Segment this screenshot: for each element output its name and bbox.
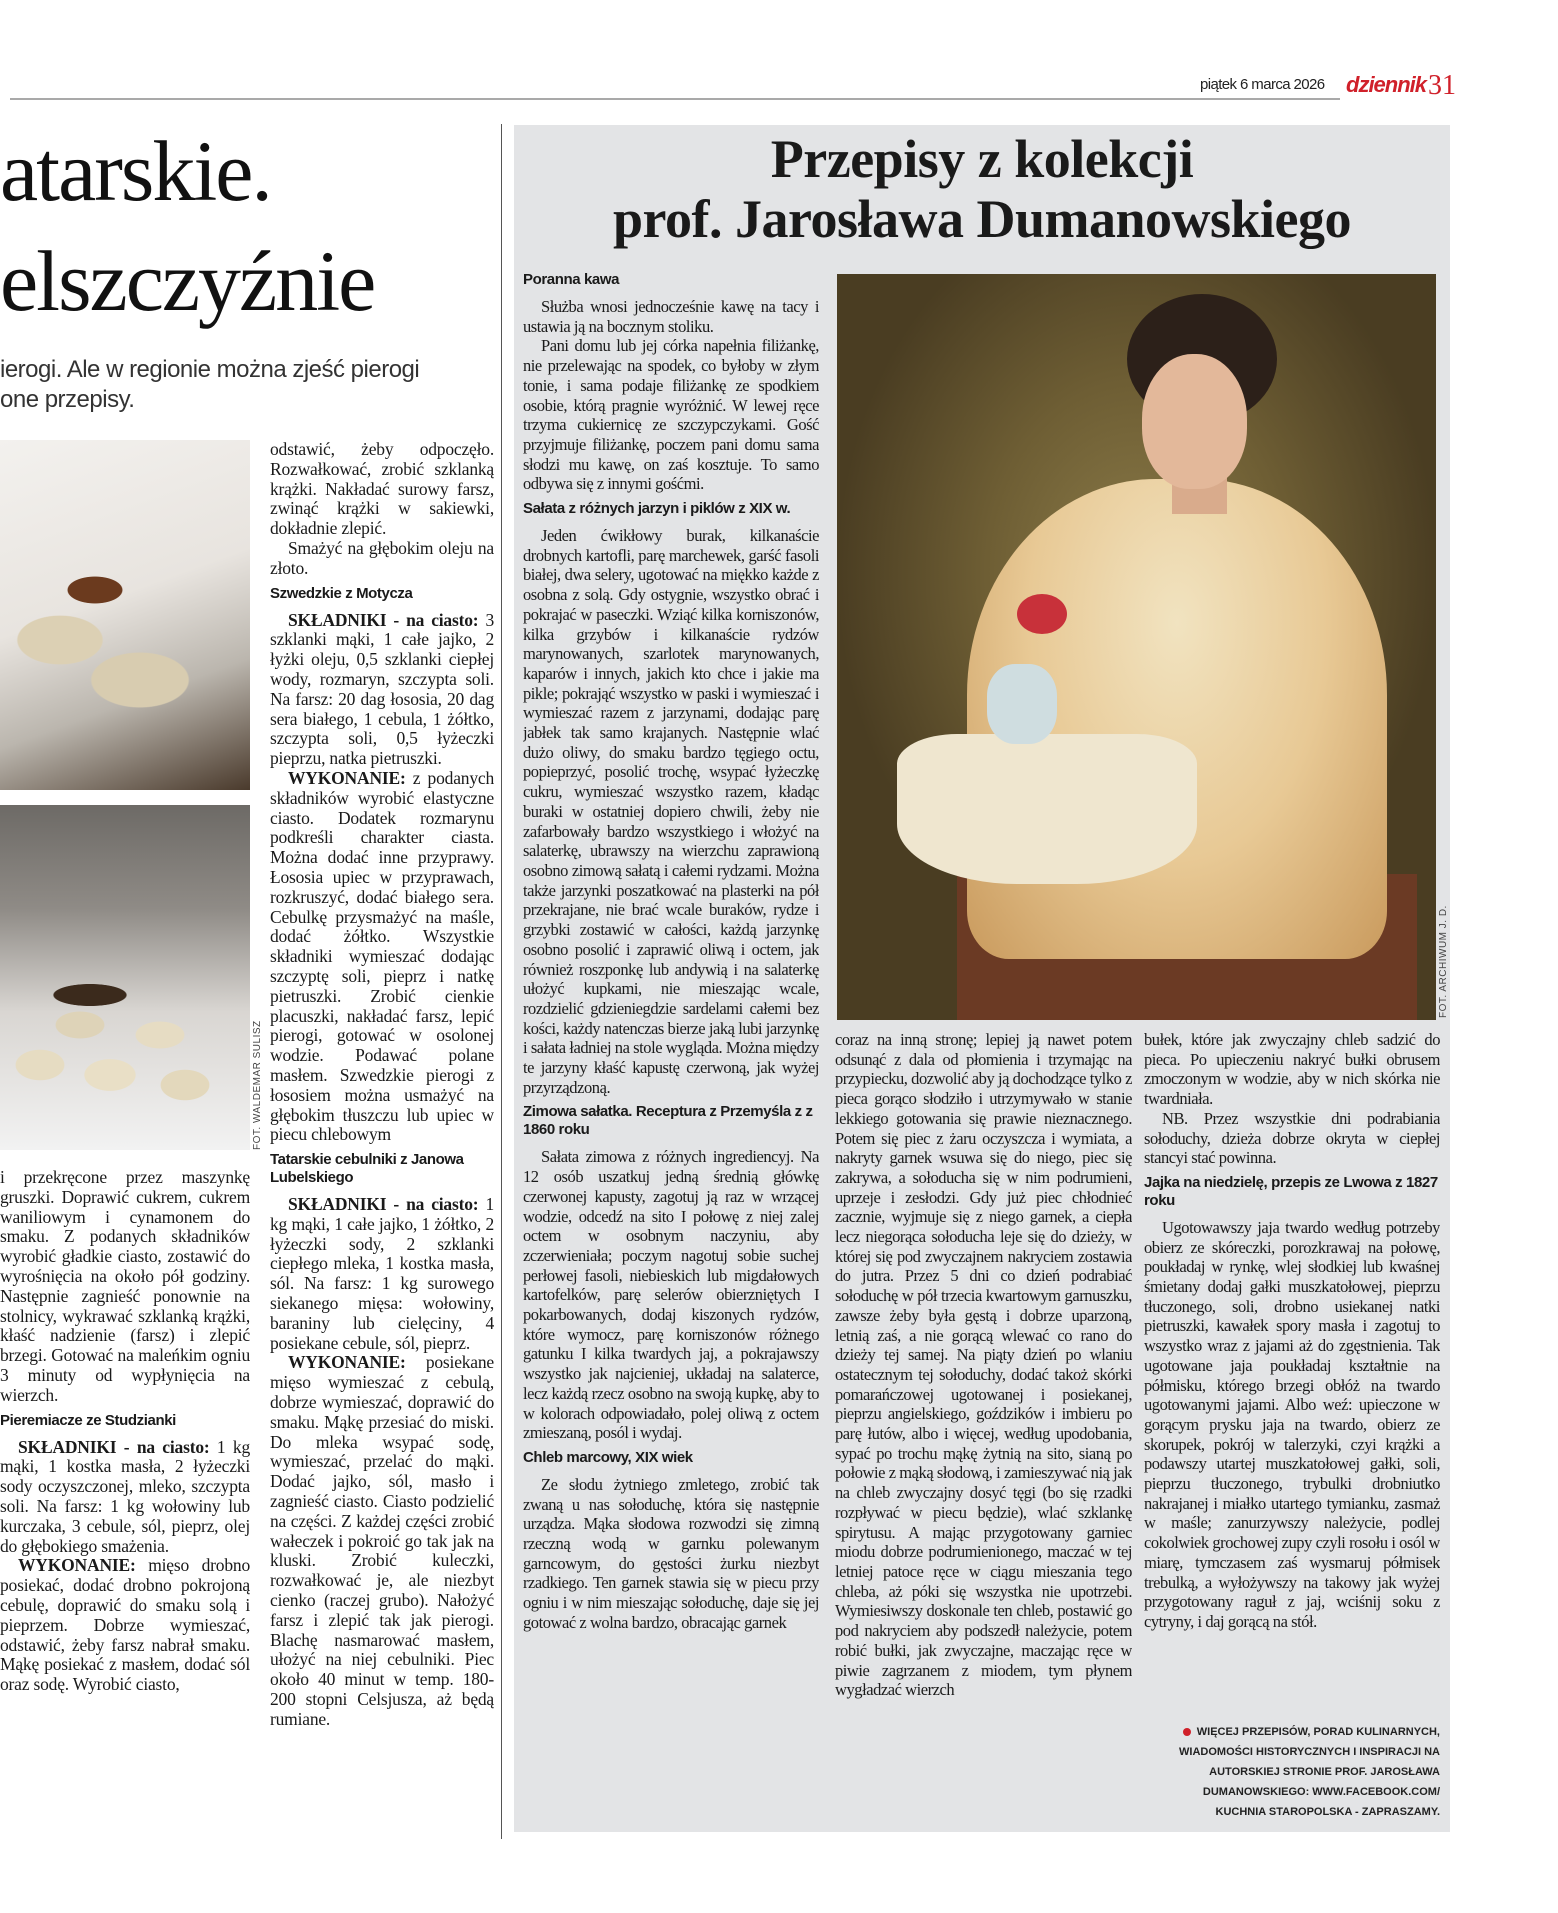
- paragraph-text: NB. Przez wszystkie dni podrabiania sołoduchy, dzieża dobrze okryta w ciepłej stancyi stać powinna.: [1144, 1108, 1440, 1168]
- paragraph-lead: WYKONANIE:: [288, 767, 406, 788]
- header-rule: [10, 98, 1340, 100]
- recipes-column-2: [835, 1030, 1132, 1820]
- paragraph-lead: WYKONANIE:: [288, 1352, 406, 1373]
- paragraph-text: 1 kg mąki, 1 całe jajko, 1 żółtko, 2 łyżeczki sody, 2 szklanki ciepłego mleka, 1 kostka masła, sól. Na farsz: 1 kg surowego siekanego mięsa: wołowiny, baraniny lub cielęciny, 4 posiekane cebule, sól, pieprz.: [270, 1194, 494, 1353]
- ravioli-photo: [0, 440, 250, 790]
- main-title-line-2: prof. Jarosława Dumanowskiego: [612, 189, 1352, 249]
- paragraph: [270, 769, 494, 1145]
- portrait-painting: [837, 274, 1436, 1020]
- paragraph-text: mięso drobno posiekać, dodać drobno pokrojoną cebulę, doprawić do smaku solą i pieprzem. Dobrze wymieszać, odstawić, żeby farsz nabrał smaku. Mąkę posiekać z masłem, dodać sól oraz sodę. Wyrobić ciasto,: [0, 1555, 250, 1695]
- heading-text: Chleb marcowy, XIX wiek: [523, 1448, 693, 1466]
- paragraph-text: posiekane mięso wymieszać z cebulą, dobrze wymieszać, doprawić do smaku. Mąkę przesiać do miski. Do mleka wsypać sodę, wymieszać, przelać do mąki. Dodać jajko, sól, masło i zagnieść ciasto. Ciasto podzielić na części. Z każdej części zrobić wałeczek i pokroić go tak jak na kluski. Zrobić kuleczki, rozwałkować je, ale niezbyt cienko (raczej grubo). Nałożyć farsz i zlepić tak jak pierogi. Blachę nasmarować masłem, ułożyć na niej cebulniki. Piec około 40 minut w temp. 180-200 stopni Celsjusza, aż będą rumiane.: [270, 1352, 494, 1729]
- recipes-column-3: [1144, 1030, 1440, 1710]
- paragraph: [523, 1475, 819, 1633]
- paragraph-lead: SKŁADNIKI - na ciasto:: [18, 1436, 210, 1457]
- paragraph-text: 3 szklanki mąki, 1 całe jajko, 2 łyżki oleju, 0,5 szklanki ciepłej wody, rozmaryn, szczypta soli. Na farsz: 20 dag łososia, 20 dag sera białego, 1 cebula, 1 żółtko, szczypta soli, 0,5 łyżeczki pieprzu, natka pietruszki.: [270, 609, 494, 769]
- paragraph: [0, 1168, 250, 1406]
- recipe-heading: [270, 1151, 494, 1187]
- left-article-column-1: [0, 1168, 250, 1840]
- photo-credit-painting: FOT. ARCHIWUM J. D.: [1438, 905, 1449, 1018]
- paragraph: [270, 440, 494, 539]
- paragraph-lead: SKŁADNIKI - na ciasto:: [288, 609, 479, 630]
- paragraph: [270, 1353, 494, 1729]
- paragraph: [270, 539, 494, 579]
- recipe-heading: [523, 1449, 819, 1467]
- paragraph: [523, 1147, 819, 1443]
- heading-text: Pieremiacze ze Studzianki: [0, 1411, 176, 1429]
- recipes-column-1: [523, 265, 819, 1825]
- paragraph: [1144, 1109, 1440, 1168]
- painting-roses: [1017, 594, 1067, 634]
- more-recipes-note: [1160, 1722, 1440, 1822]
- heading-text: Jajka na niedzielę, przepis ze Lwowa z 1827 roku: [1144, 1173, 1438, 1209]
- recipe-heading: [1144, 1174, 1440, 1210]
- pierogi-photo: [0, 805, 250, 1150]
- paragraph-text: bułek, które jak zwyczajny chleb sadzić do pieca. Po upieczeniu nakryć bułki obrusem zmoczonym w wodzie, aby w nich skórka nie twardniała.: [1144, 1030, 1440, 1109]
- heading-text: Poranna kawa: [523, 271, 620, 288]
- paragraph-text: coraz na inną stronę; lepiej ją nawet potem odsunąć z dala od płomienia i trzymając na przypiecku, dozwolić aby ją dochodzące tylko z pieca gorąco słodziło i utrzymywało w stanie lekkiego gotowania się prawie nieznacznego. Potem się piec z żaru oczyszcza i wymiata, a nakryty garnek wsuwa się do niego, piec się zakrywa, a sołoducha się w nim podrumieni, uprzeje i zesłodzi. Gdy już piec chłodnieć zacznie, wyjmuje się z niego garnek, a ciepła lecz niegorąca sołoducha leje się do dzieży, w której się pod zwyczajnem nakryciem zostawia do jutra. Przez 5 dni co dzień podrabiać sołoduchę w pół trzecia kwartowym garnuszku, zawsze żeby była gęstą i dobrze uparzoną, letnią zaś, a nie gorącą wlewać co rano do dzieży tej samej. Na piąty dzień po wlaniu ostatecznym tej sołoduchy, dodać takoż skórki pomarańczowej ugotowanej i posiekanej, pieprzu angielskiego, goździków i imbieru po parę łutów, albo i więcej, według upodobania, sypać po trochu mąkę żytnią na sito, sianą po połowie z mąką słodową, i zamieszywać nią jak na chleb zwyczajny dosyć tęgi (bo się rzadki rozpływać w piecu będzie), wlać szklankę spirytusu. A mając przygotowany garniec miodu dobrze podrumienionego, maczać w tej letniej patoce ręce w ciągu mieszania tego chleba, aż póki się wszystka nie upotrzebi. Wymiesiwszy doskonale ten chleb, postawić go pod nakryciem aby podszedł należycie, potem robić bułki, jak zwyczajne, maczając ręce w piwie zagrzanem z miodem, tym płynem wygładzać wierzch: [835, 1030, 1132, 1700]
- heading-text: Sałata z różnych jarzyn i piklów z XIX w.: [523, 500, 791, 518]
- recipe-heading: [523, 1103, 819, 1139]
- paragraph: [1144, 1030, 1440, 1109]
- recipe-heading: [270, 585, 494, 603]
- left-headline-line-2: elszczyźnie: [0, 233, 375, 329]
- paragraph: [270, 611, 494, 769]
- paragraph-text: Jeden ćwikłowy burak, kilkanaście drobnych kartofli, parę marchewek, garść fasoli białej, dwa selery, ugotować na miękko każde z osobna z solą. Gdy ostygnie, wszystko obrać i pokrajać w paseczki. Wziąć kilka korniszonów, kilka grzybów i kilkanaście rydzów marynowanych, szarlotek marynowanych, kaparów i innych, jakich kto chce i jakie ma pikle; pokrająć wszystko w paski i wymieszać i wymieszać razem z jarzynami, dodając parę jabłek tak samo krajanych. Następnie wlać dużo oliwy, do smaku bardzo tęgiego octu, popieprzyć, posolić trochę, wsypać łyżeczkę cukru, wymieszać wszystko razem, kładąc buraki w ostatniej dopiero chwili, żeby nie zafarbowały bardzo wszystkiego i włożyć na salaterkę, ubrawszy na wierzchu zaprawioną osobno zimową sałatą i całemi rydzami. Można także jarzynki poszatkować na plasterki na pół przekrajane, nie brać wcale buraków, rydze i grzybki zostawić w całości, każdą jarzynkę osobno posolić i zaprawić oliwą i octem, jak również roszponkę lub andywią i na salaterkę ułożyć kupkami, nie mieszając wcale, rozdzielić gdzieniegdzie sardelami całemi bez kości, każdy natenczas bierze jaką lubi jarzynkę i sałata ładniej na stole wygląda. Można między te jarzyny kłaść kapustę czerwoną, jak wyżej przyrządzoną.: [523, 526, 819, 1097]
- painting-tray-cloth: [897, 734, 1197, 884]
- paragraph-text: Służba wnosi jednocześnie kawę na tacy i ustawia ją na bocznym stoliku.: [523, 297, 819, 336]
- recipe-heading: [523, 500, 819, 518]
- issue-date: piątek 6 marca 2026: [1200, 76, 1325, 93]
- page-number: 31: [1428, 70, 1456, 101]
- left-subtitle-line-1: ierogi. Ale w regionie można zjeść pierogi: [0, 356, 420, 383]
- paragraph-text: Smażyć na głębokim oleju na złoto.: [270, 537, 494, 578]
- paragraph: [0, 1556, 250, 1695]
- paragraph-text: i przekręcone przez maszynkę gruszki. Doprawić cukrem, cukrem waniliowym i cynamonem do smaku. Z podanych składników wyrobić gładkie ciasto, zostawić do wyrośnięcia na około pół godziny. Następnie zagnieść ponownie na stolnicy, wykrawać szklanką krążki, kłaść nadzienie (farsz) i zlepić brzegi. Gotować na maleńkim ogniu 3 minuty od wypłynięcia na wierzch.: [0, 1168, 250, 1405]
- left-article-column-2: [270, 440, 494, 1840]
- heading-text: Tatarskie cebulniki z Janowa Lubelskiego: [270, 1151, 464, 1187]
- recipe-heading: [523, 271, 819, 289]
- paragraph: [1144, 1218, 1440, 1632]
- paragraph-text: z podanych składników wyrobić elastyczne ciasto. Dodatek rozmarynu podkreśli charakter ciasta. Można dodać inne przyprawy. Łososia upiec w przyprawach, rozkruszyć, dodać białego sera. Cebulkę przysmażyć na maśle, dodać żółtko. Wszystkie składniki wymieszać dodając szczyptę soli, pieprz i natkę pietruszki. Zrobić cienkie placuszki, nakładać farsz, lepić pierogi, gotować w osolonej wodzie. Podawać polane masłem. Szwedzkie pierogi z łososiem można usmażyć na głębokim tłuszczu lub upiec w piecu chlebowym: [270, 767, 494, 1145]
- heading-text: Zimowa sałatka. Receptura z Przemyśla z z 1860 roku: [523, 1103, 813, 1139]
- column-divider: [501, 124, 502, 1839]
- note-text: WIĘCEJ PRZEPISÓW, PORAD KULINARNYCH, WIADOMOŚCI HISTORYCZNYCH I INSPIRACJI NA AUTORSKIEJ STRONIE PROF. JAROSŁAWA DUMANOWSKIEGO: WWW.FACEBOOK.COM/ KUCHNIA STAROPOLSKA - ZAPRASZAMY.: [1179, 1726, 1440, 1818]
- paragraph-text: Ze słodu żytniego zmletego, zrobić tak zwaną u nas sołoduchę, która się następnie urządza. Mąka słodowa rozwodzi się zimną rzeczną wodą w garnku polewanym garncowym, do gęstości żurku niezbyt rzadkiego. Ten garnek stawia się w piecu przy ogniu i w nim mieszając sołoduchę, daje się jej gotować z wolna bardzo, obracając garnek: [523, 1474, 819, 1632]
- paragraph-lead: WYKONANIE:: [18, 1555, 136, 1576]
- paragraph-lead: SKŁADNIKI - na ciasto:: [288, 1194, 479, 1215]
- paragraph: [523, 336, 819, 494]
- heading-text: Szwedzkie z Motycza: [270, 584, 413, 602]
- paragraph: [0, 1438, 250, 1557]
- paragraph-text: odstawić, żeby odpoczęło. Rozwałkować, zrobić szklanką krążki. Nakładać surowy farsz, zwinąć krążki w sakiewki, dokładnie zlepić.: [270, 440, 494, 539]
- left-subtitle-line-2: one przepisy.: [0, 386, 135, 413]
- paragraph-text: Ugotowawszy jaja twardo według potrzeby obierz ze skóreczki, porozkrawaj na połowę, poukładaj w rynkę, wlej słodkiej lub kwaśnej śmietany dodaj gałki muszkatołowej, pieprzu tłuczonego, soli, drobno usiekanej natki pietruszki, kawałek spory masła i zagotuj to wszystko wraz z jajami aż do zgęstnienia. Tak ugotowane jaja poukładaj kształtnie na półmisku, którego brzegi obłóż na twardo ugotowanymi jajami. Albo weź: upieczone w gorącym prysku jaja na twardo, obierz ze skorupek, pokrój w talerzyki, czyi krążki a podawszy utartej muszkatołowej gałki, soli, pieprzu tłuczonego, trybulki drobniutko nakrajanej i miałko utartego tymianku, zasmaż w maśle; zanurzywszy należycie, podlej cokolwiek grochowej zupy czyli rosołu i osól w miarę, tymczasem zaś wysmaruj półmisek trebulką, a wyłożywszy na takowy jak wyżej przygotowany raguł z jaj, wciśnij soku z cytryny, i daj gorącą na stół.: [1144, 1217, 1440, 1631]
- paragraph-text: Pani domu lub jej córka napełnia filiżankę, nie przelewając na spodek, co byłoby w złym tonie, i sama podaje filiżankę ze spodkiem osobie, którą pragnie wyróżnić. W lewej ręce trzyma cukiernicę ze szczypczykami. Gość przyjmuje filiżankę, poczem pani domu sama słodzi mu kawę, on zaś kosztuje. To samo odbywa się z innymi gośćmi.: [523, 336, 819, 494]
- painting-face: [1142, 354, 1247, 489]
- paragraph: [835, 1030, 1132, 1700]
- bullet-icon: [1183, 1728, 1191, 1736]
- paragraph-text: 1 kg mąki, 1 kostka masła, 2 łyżeczki sody oczyszczonej, mleko, szczypta soli. Na farsz: 1 kg wołowiny lub kurczaka, 3 cebule, sól, pieprz, olej do głębokiego smażenia.: [0, 1436, 250, 1556]
- painting-teapot: [987, 664, 1057, 744]
- main-title-line-1: Przepisy z kolekcji: [770, 129, 1194, 189]
- photo-credit-left: FOT. WALDEMAR SULISZ: [252, 1020, 263, 1150]
- paragraph: [270, 1195, 494, 1353]
- paragraph: [523, 526, 819, 1097]
- newspaper-logo: dziennik: [1346, 72, 1427, 97]
- paragraph: [523, 297, 819, 336]
- recipe-heading: [0, 1412, 250, 1430]
- left-headline-line-1: atarskie.: [0, 123, 271, 219]
- paragraph-text: Sałata zimowa z różnych ingrediencyj. Na 12 osób uszatkuj jedną średnią główkę czerwonej kapusty, zagotuj ją raz w wrzącej wodzie, odcedź na sito I połowę z niej zalej octem w osobnym naczyniu, aby zczerwieniała; poczym nagotuj sobie suchej perłowej fasoli, niebieskich lub migdałowych kartofelków, parę selerów obierzniętych I pokarbowanych, dodaj kiszonych rydzów, które wymocz, parę korniszonów różnego gatunku I kilka twardych jaj, a pokrajawszy wszystko jak najcieniej, układaj na salaterce, lecz każdą rzecz osobno na swoją kupkę, aby to w kolorach odpowiadało, polej oliwą z octem zmieszaną, posól i wydaj.: [523, 1147, 819, 1443]
